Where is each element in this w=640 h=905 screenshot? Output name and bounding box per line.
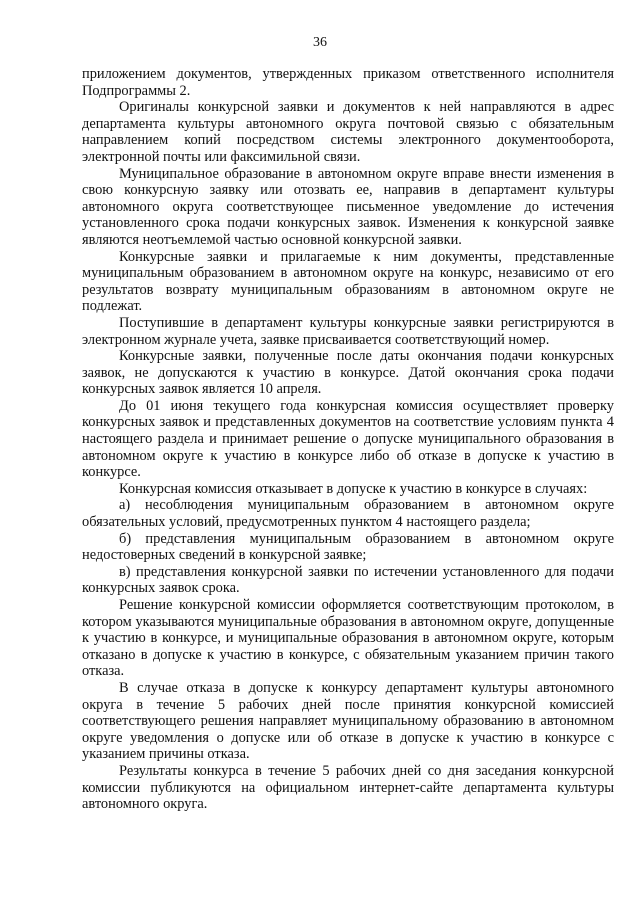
paragraph: Муниципальное образование в автономном округе вправе внести изменения в свою конкурсную заявку или отозвать ее, направив в департамент культуры автономного округа соответствующее письменное уведомление до истечения установленного срока подачи конкурсных заявок. Изменения к конкурсной заявке являются неотъемлемой частью основной конкурсной заявки. xyxy=(82,165,614,248)
list-item: б) представления муниципальным образованием в автономном округе недостоверных сведений в конкурсной заявке; xyxy=(82,530,614,564)
document-body xyxy=(82,66,614,813)
paragraph: Решение конкурсной комиссии оформляется соответствующим протоколом, в котором указываются муниципальные образования в автономном округе, допущенные к участию в конкурсе, и муниципальные образования в автономном округе, которым отказано в допуске к участию в конкурсе, с обязательным указанием причин такого отказа. xyxy=(82,597,614,680)
paragraph: До 01 июня текущего года конкурсная комиссия осуществляет проверку конкурсных заявок и представленных документов на соответствие условиям пункта 4 настоящего раздела и принимает решение о допуске муниципального образования в автономном округе к участию в конкурсе либо об отказе в допуске к участию в конкурсе. xyxy=(82,397,614,481)
paragraph: Оригиналы конкурсной заявки и документов к ней направляются в адрес департамента культуры автономного округа почтовой связью с обязательным направлением копий посредством системы электронного документооборота, электронной почты или факсимильной связи. xyxy=(82,99,614,165)
paragraph: В случае отказа в допуске к конкурсу департамент культуры автономного округа в течение 5 рабочих дней после принятия конкурсной комиссией соответствующего решения направляет муниципальному образованию в автономном округе уведомления о допуске или об отказе в допуске к участию в конкурсе с указанием причины отказа. xyxy=(82,679,614,763)
paragraph: приложением документов, утвержденных приказом ответственного исполнителя Подпрограммы 2. xyxy=(82,66,614,99)
list-item: а) несоблюдения муниципальным образованием в автономном округе обязательных условий, предусмотренных пунктом 4 настоящего раздела; xyxy=(82,497,614,531)
page-number: 36 xyxy=(313,35,327,50)
paragraph: Результаты конкурса в течение 5 рабочих дней со дня заседания конкурсной комиссии публикуются на официальном интернет-сайте департамента культуры автономного округа. xyxy=(82,762,614,813)
list-item: в) представления конкурсной заявки по истечении установленного для подачи конкурсных заявок срока. xyxy=(82,563,614,597)
paragraph: Конкурсная комиссия отказывает в допуске к участию в конкурсе в случаях: xyxy=(119,480,588,497)
paragraph: Конкурсные заявки, полученные после даты окончания подачи конкурсных заявок, не допускаются к участию в конкурсе. Датой окончания срока подачи конкурсных заявок является 10 апреля. xyxy=(82,348,614,398)
paragraph: Конкурсные заявки и прилагаемые к ним документы, представленные муниципальным образованием в автономном округе на конкурс, независимо от его результатов возврату муниципальным образованиям в автономном округе не подлежат. xyxy=(82,248,614,315)
paragraph: Поступившие в департамент культуры конкурсные заявки регистрируются в электронном журнале учета, заявке присваивается соответствующий номер. xyxy=(82,314,614,348)
